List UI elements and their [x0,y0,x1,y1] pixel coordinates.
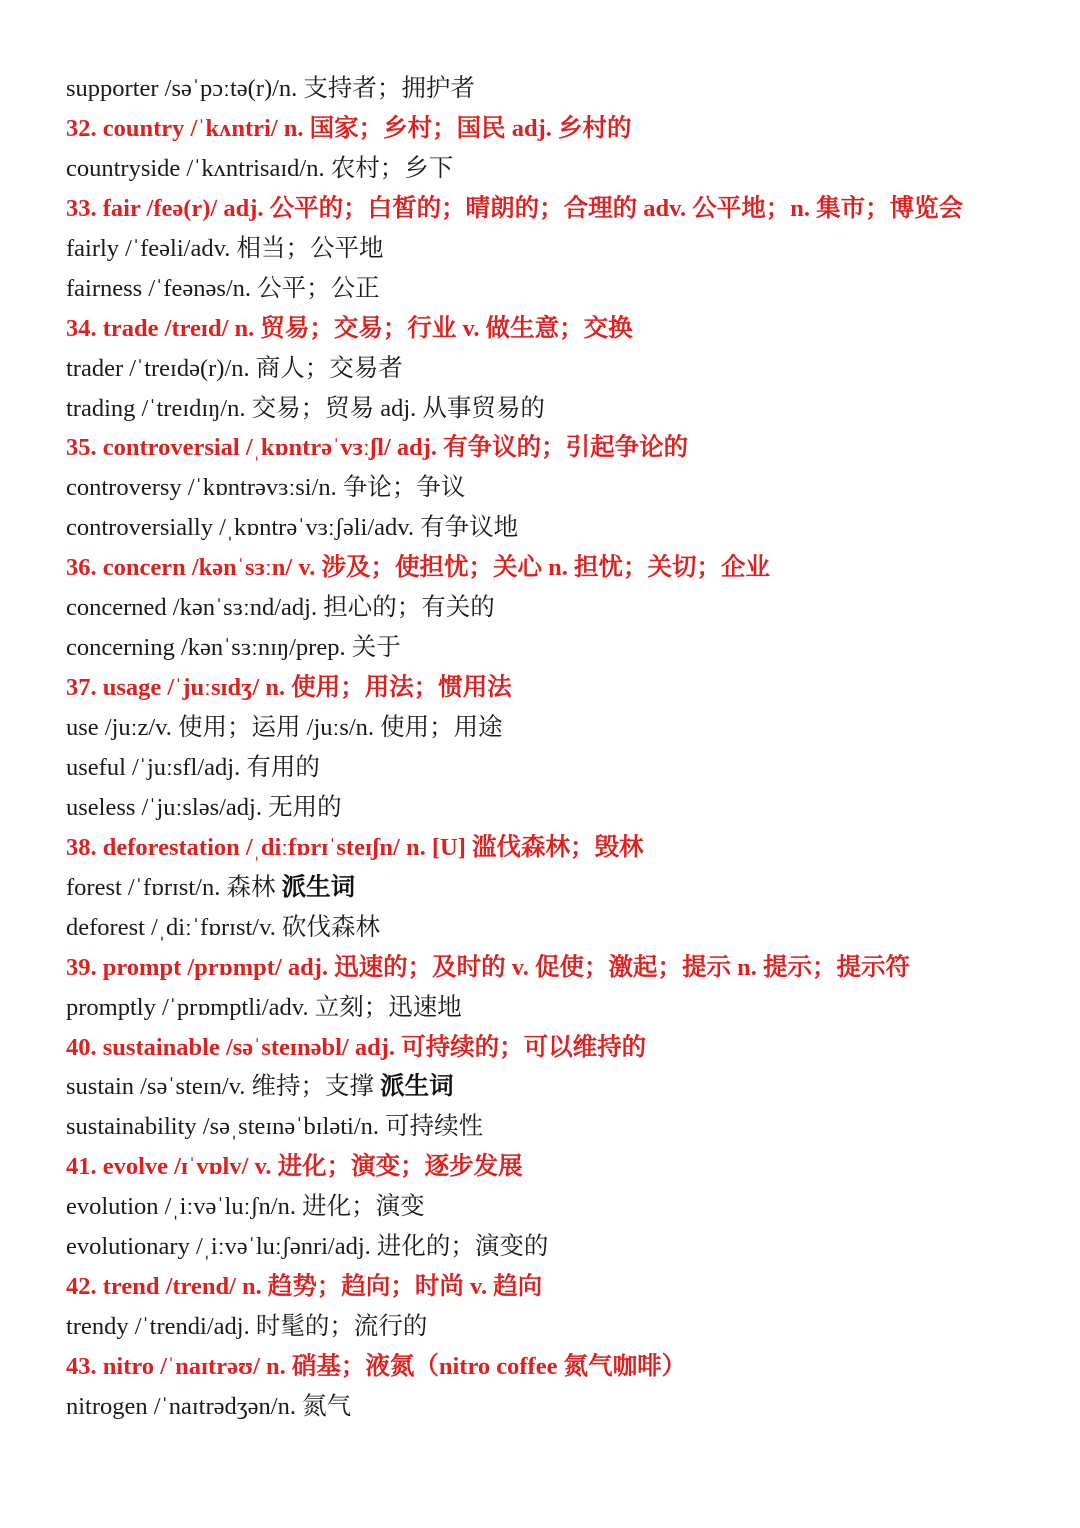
derived-word-text: supporter /səˈpɔːtə(r)/n. 支持者；拥护者 [66,75,475,102]
headword-text: 40. sustainable /səˈsteɪnəbl/ adj. 可持续的；可以维持的 [66,1033,647,1061]
derived-word-entry [66,868,1056,908]
derived-word-entry [66,1107,1056,1147]
derived-word-text: controversially /ˌkɒntrəˈvɜːʃəli/adv. 有争议地 [66,514,519,542]
headword-text: 39. prompt /prɒmpt/ adj. 迅速的；及时的 v. 促使；激起；提示 n. 提示；提示符 [66,953,910,981]
headword-entry [66,828,1056,868]
derived-word-entry [66,588,1056,628]
derived-word-entry [66,1387,1056,1427]
derived-word-text: controversy /ˈkɒntrəvɜːsi/n. 争论；争议 [66,474,466,502]
headword-entry [66,428,1056,468]
derived-word-text: fairness /ˈfeənəs/n. 公平；公正 [66,274,380,302]
headword-entry [66,189,1056,229]
headword-entry [66,548,1056,588]
headword-entry [66,1347,1056,1387]
derived-word-entry [66,389,1056,429]
derived-word-text: trendy /ˈtrendi/adj. 时髦的；流行的 [66,1313,428,1341]
derived-word-entry [66,468,1056,508]
headword-entry [66,1147,1056,1187]
headword-text: 42. trend /trend/ n. 趋势；趋向；时尚 v. 趋向 [66,1273,543,1301]
derived-word-entry [66,269,1056,309]
headword-entry [66,1267,1056,1307]
derived-word-entry [66,349,1056,389]
derived-word-entry [66,708,1056,748]
derivative-label: 派生词 [380,1073,454,1101]
headword-text: 41. evolve /ɪˈvɒlv/ v. 进化；演变；逐步发展 [66,1153,523,1181]
derived-word-entry [66,1227,1056,1267]
derived-word-text: nitrogen /ˈnaɪtrədʒən/n. 氮气 [66,1392,352,1420]
derived-word-text: countryside /ˈkʌntrisaɪd/n. 农村；乡下 [66,154,454,182]
derived-word-entry [66,988,1056,1028]
derived-word-entry [66,628,1056,668]
headword-text: 35. controversial /ˌkɒntrəˈvɜːʃl/ adj. 有争议的；引起争论的 [66,434,689,462]
derived-word-entry [66,1067,1056,1107]
derived-word-text: sustainability /səˌsteɪnəˈbɪləti/n. 可持续性 [66,1113,484,1141]
derived-word-text: sustain /səˈsteɪn/v. 维持；支撑 [66,1073,381,1101]
headword-text: 36. concern /kənˈsɜːn/ v. 涉及；使担忧；关心 n. 担忧；关切；企业 [66,554,770,582]
headword-entry [66,948,1056,988]
headword-entry [66,309,1056,349]
headword-entry [66,668,1056,708]
headword-text: 43. nitro /ˈnaɪtrəʊ/ n. 硝基；液氮（nitro coffee 氮气咖啡） [66,1353,687,1380]
derived-word-entry [66,508,1056,548]
headword-entry [66,1028,1056,1068]
derived-word-entry [66,748,1056,788]
vocabulary-list [66,69,1056,1427]
derived-word-entry [66,1307,1056,1347]
derived-word-text: useful /ˈjuːsfl/adj. 有用的 [66,753,320,781]
headword-text: 32. country /ˈkʌntri/ n. 国家；乡村；国民 adj. 乡村的 [66,114,632,142]
derived-word-text: deforest /ˌdiːˈfɒrɪst/v. 砍伐森林 [66,913,381,941]
derived-word-entry [66,1187,1056,1227]
derived-word-text: concerning /kənˈsɜːnɪŋ/prep. 关于 [66,634,401,662]
derived-word-text: evolutionary /ˌiːvəˈluːʃənri/adj. 进化的；演变的 [66,1233,549,1261]
derived-word-text: forest /ˈfɒrɪst/n. 森林 [66,873,282,901]
derived-word-entry [66,149,1056,189]
headword-text: 33. fair /feə(r)/ adj. 公平的；白皙的；晴朗的；合理的 adv. 公平地；n. 集市；博览会 [66,194,964,222]
headword-text: 34. trade /treɪd/ n. 贸易；交易；行业 v. 做生意；交换 [66,314,633,342]
derived-word-entry [66,908,1056,948]
derived-word-text: promptly /ˈprɒmptli/adv. 立刻；迅速地 [66,993,462,1021]
derived-word-entry [66,788,1056,828]
derived-word-entry [66,229,1056,269]
derivative-label: 派生词 [281,873,356,901]
derived-word-text: use /juːz/v. 使用；运用 /juːs/n. 使用；用途 [66,714,503,741]
derived-word-text: concerned /kənˈsɜːnd/adj. 担心的；有关的 [66,594,495,622]
headword-text: 38. deforestation /ˌdiːfɒrɪˈsteɪʃn/ n. [U] 滥伐森林；毁林 [66,833,644,861]
derived-word-text: fairly /ˈfeəli/adv. 相当；公平地 [66,234,384,262]
derived-word-text: evolution /ˌiːvəˈluːʃn/n. 进化；演变 [66,1193,425,1221]
derived-word-text: useless /ˈjuːsləs/adj. 无用的 [66,793,342,821]
derived-word-text: trading /ˈtreɪdɪŋ/n. 交易；贸易 adj. 从事贸易的 [66,394,545,422]
derived-word-entry [66,69,1056,109]
headword-text: 37. usage /ˈjuːsɪdʒ/ n. 使用；用法；惯用法 [66,674,512,702]
derived-word-text: trader /ˈtreɪdə(r)/n. 商人；交易者 [66,354,403,382]
headword-entry [66,109,1056,149]
